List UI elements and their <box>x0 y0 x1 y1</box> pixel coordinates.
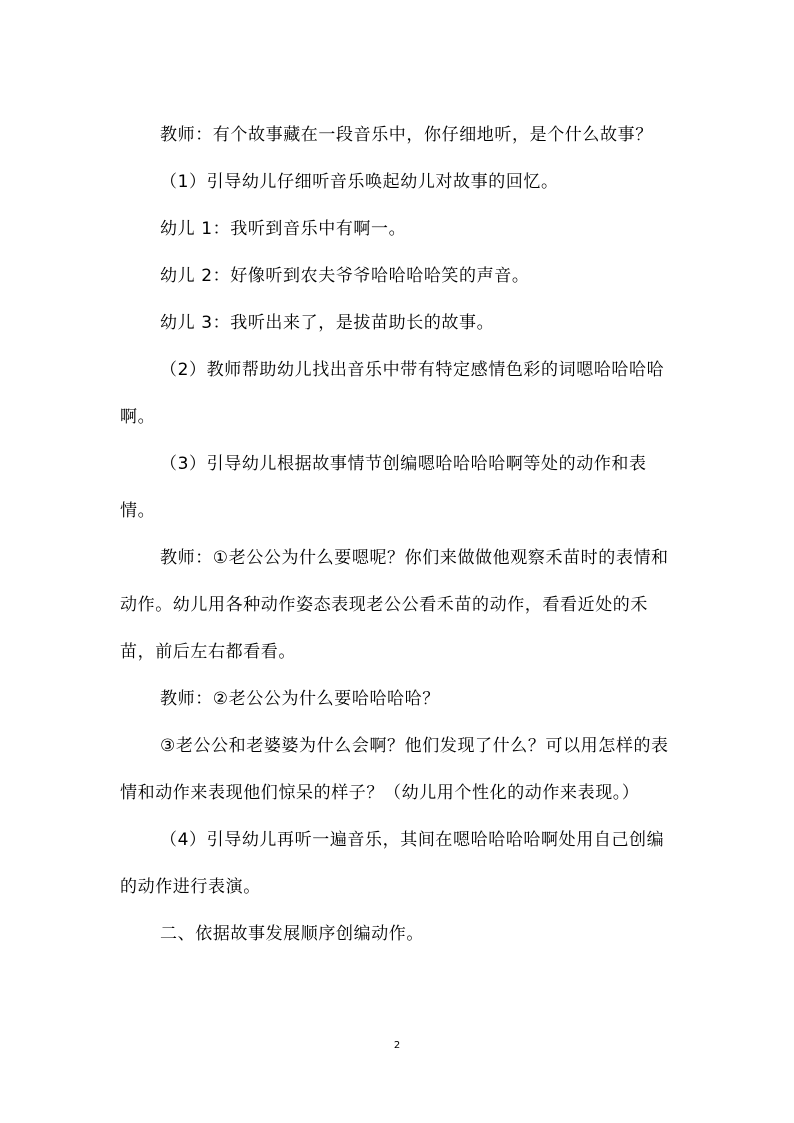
paragraph-step-4: （4）引导幼儿再听一遍音乐，其间在嗯哈哈哈哈啊处用自己创编的动作进行表演。 <box>120 830 665 897</box>
document-body <box>120 112 680 958</box>
paragraph-step-1: （1）引导幼儿仔细听音乐唤起幼儿对故事的回忆。 <box>160 172 559 192</box>
paragraph-question-3: ③老公公和老婆婆为什么会啊？他们发现了什么？可以用怎样的表情和动作来表现他们惊呆的样子？（幼儿用个性化的动作来表现。） <box>120 736 669 803</box>
paragraph-teacher-question-1: 教师：①老公公为什么要嗯呢？你们来做做他观察禾苗时的表情和动作。幼儿用各种动作姿态表现老公公看禾苗的动作，看看近处的禾苗，前后左右都看看。 <box>120 548 669 662</box>
paragraph-child-2: 幼儿 2：好像听到农夫爷爷哈哈哈哈笑的声音。 <box>160 266 530 286</box>
paragraph-step-2: （2）教师帮助幼儿找出音乐中带有特定感情色彩的词嗯哈哈哈哈啊。 <box>120 360 665 427</box>
paragraph-teacher-question-2: 教师：②老公公为什么要哈哈哈哈？ <box>160 689 440 709</box>
paragraph-child-3: 幼儿 3：我听出来了，是拔苗助长的故事。 <box>160 313 495 333</box>
paragraph-child-1: 幼儿 1：我听到音乐中有啊一。 <box>160 219 407 239</box>
paragraph-step-3: （3）引导幼儿根据故事情节创编嗯哈哈哈哈啊等处的动作和表情。 <box>120 454 647 521</box>
page-number: 2 <box>393 1040 401 1051</box>
paragraph-teacher-intro: 教师：有个故事藏在一段音乐中，你仔细地听，是个什么故事？ <box>160 125 653 145</box>
paragraph-section-2-heading: 二、依据故事发展顺序创编动作。 <box>160 924 424 944</box>
